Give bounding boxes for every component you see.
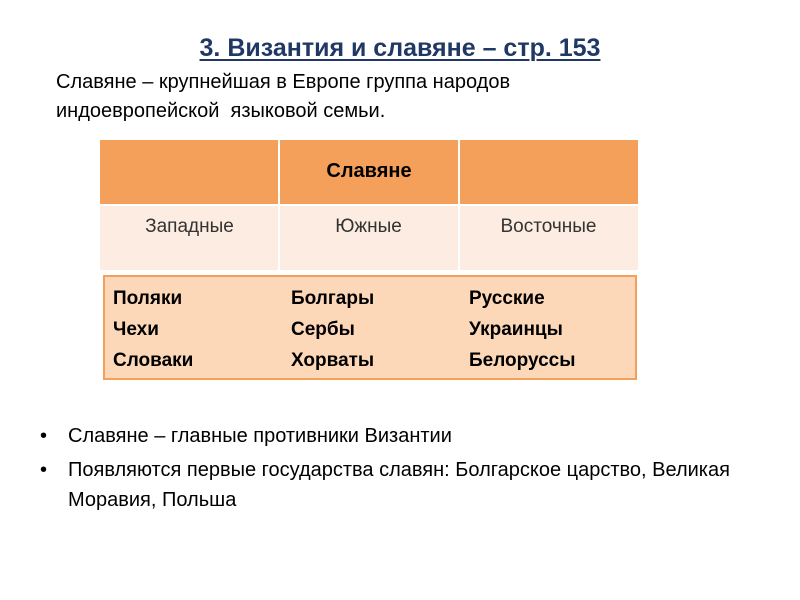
east-slavs-column xyxy=(469,283,575,376)
people-name: Сербы xyxy=(291,319,355,340)
people-name: Русские xyxy=(469,288,545,309)
slavic-peoples-table xyxy=(103,275,637,380)
intro-line-1: Славяне – крупнейшая в Европе группа народов xyxy=(56,71,511,93)
slavs-groups-table xyxy=(100,140,638,270)
west-slavs-column xyxy=(113,283,193,376)
south-slavs-column xyxy=(291,283,374,376)
bullet-marker: • xyxy=(40,425,48,447)
intro-text xyxy=(56,68,756,126)
bullet-text: Появляются первые государства славян: Болгарское царство, Великая Моравия, Польша xyxy=(68,459,730,511)
table-header-slavs: Славяне xyxy=(326,160,412,182)
bullet-text: Славяне – главные противники Византии xyxy=(68,425,452,447)
people-name: Белоруссы xyxy=(469,350,576,371)
bullet-item xyxy=(38,421,758,451)
row-divider xyxy=(100,204,638,206)
bullet-item xyxy=(38,455,758,515)
group-east: Восточные xyxy=(500,216,597,237)
intro-line-2: индоевропейской языковой семьи. xyxy=(56,100,386,122)
people-name: Словаки xyxy=(113,350,194,371)
bullet-marker: • xyxy=(40,459,48,481)
slide-title: 3. Византия и славяне – стр. 153 xyxy=(199,34,601,62)
group-west: Западные xyxy=(145,216,234,237)
people-name: Болгары xyxy=(291,288,375,309)
bullet-list xyxy=(38,421,758,519)
people-name: Поляки xyxy=(113,288,183,309)
people-name: Хорваты xyxy=(291,350,375,371)
people-name: Украинцы xyxy=(469,319,563,340)
people-name: Чехи xyxy=(113,319,159,340)
group-south: Южные xyxy=(335,216,402,237)
